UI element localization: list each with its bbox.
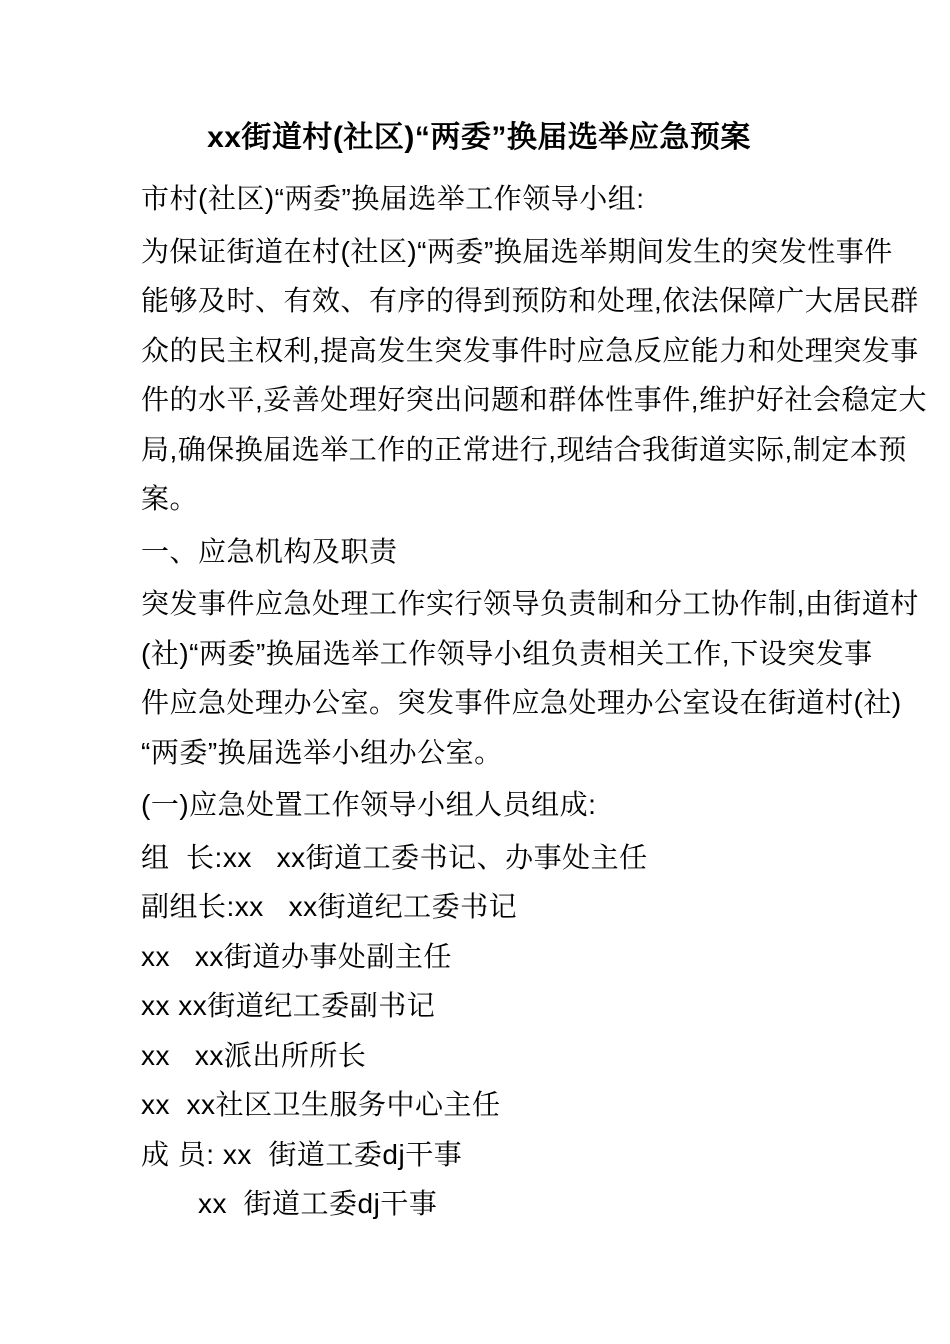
roster-list <box>141 833 817 1229</box>
roster-line: xx xx街道办事处副主任 <box>141 940 452 972</box>
salutation-block <box>141 174 817 224</box>
roster-line: xx 街道工委dj干事 <box>198 1188 438 1219</box>
section-body-line: 突发事件应急处理工作实行领导负责制和分工协作制,由街道村 <box>141 588 919 619</box>
title-block <box>141 119 817 171</box>
roster-line: xx xx街道纪工委副书记 <box>141 990 436 1021</box>
intro-line: 众的民主权利,提高发生突发事件时应急反应能力和处理突发事 <box>141 334 919 366</box>
document-content <box>141 119 928 1229</box>
section-heading: 一、应急机构及职责 <box>141 535 398 567</box>
intro-line: 能够及时、有效、有序的得到预防和处理,依法保障广大居民群 <box>141 285 919 316</box>
intro-line: 件的水平,妥善处理好突出问题和群体性事件,维护好社会稳定大 <box>141 384 928 415</box>
section-body-line: (社)“两委”换届选举工作领导小组负责相关工作,下设突发事 <box>141 637 873 669</box>
subsection-heading: (一)应急处置工作领导小组人员组成: <box>141 789 597 820</box>
roster-line: 成 员: xx 街道工委dj干事 <box>141 1138 463 1170</box>
section-body-line: 件应急处理办公室。突发事件应急处理办公室设在街道村(社) <box>141 687 902 718</box>
intro-line: 局,确保换届选举工作的正常进行,现结合我街道实际,制定本预 <box>141 433 907 465</box>
roster-line: 副组长:xx xx街道纪工委书记 <box>141 891 518 922</box>
section-heading-block <box>141 527 817 577</box>
roster-line: 组 长:xx xx街道工委书记、办事处主任 <box>141 841 648 873</box>
roster-line: xx xx派出所所长 <box>141 1039 367 1071</box>
intro-line: 为保证街道在村(社区)“两委”换届选举期间发生的突发性事件 <box>141 235 893 267</box>
salutation: 市村(社区)“两委”换届选举工作领导小组: <box>141 183 645 214</box>
section-body-line: “两委”换届选举小组办公室。 <box>141 736 503 768</box>
intro-line: 案。 <box>141 483 199 514</box>
subsection-heading-block <box>141 780 817 830</box>
roster-line: xx xx社区卫生服务中心主任 <box>141 1089 501 1120</box>
intro-paragraph <box>141 227 928 524</box>
document-title: xx街道村(社区)“两委”换届选举应急预案 <box>207 121 751 154</box>
section-body-paragraph <box>141 579 919 777</box>
